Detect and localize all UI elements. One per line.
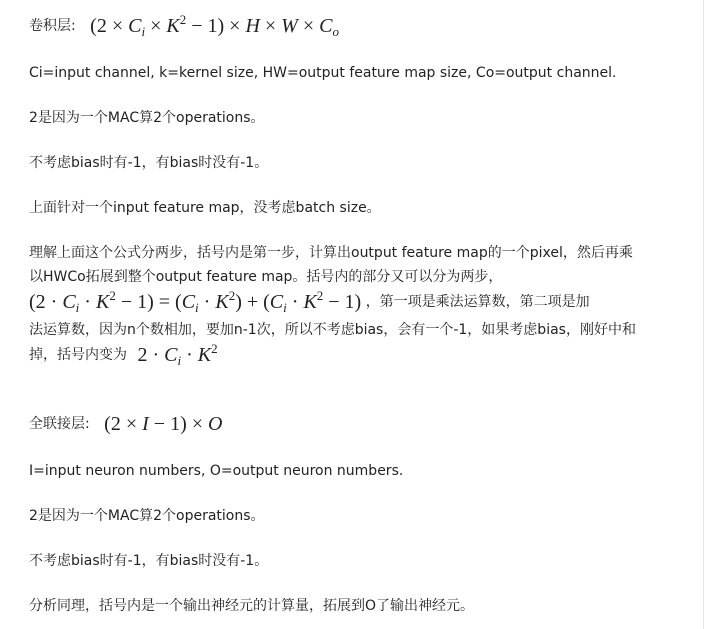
conv-formula: $(2 \times C_i \times K^2 - 1) \times H \times W \times C_o$ [90, 12, 339, 39]
explain-line-5 [29, 343, 218, 367]
fc-note-mac: 2是因为一个MAC算2个operations。 [29, 508, 265, 524]
conv-note-bias: 不考虑bias时有-1，有bias时没有-1。 [29, 155, 269, 171]
conv-note-batch: 上面针对一个input feature map，没考虑batch size。 [29, 200, 381, 216]
fc-formula: (2 × I − 1) × O [104, 413, 223, 435]
explain-result-formula: $2 \cdot C_i \cdot K^2$ [137, 341, 218, 368]
fc-label: 全联接层: [29, 416, 90, 432]
explain-line-3-text: ，第一项是乘法运算数，第二项是加 [365, 294, 590, 310]
conv-label: 卷积层: [29, 18, 76, 34]
explain-line-3 [29, 290, 590, 314]
fc-vars: I=input neuron numbers, O=output neuron numbers. [29, 463, 404, 479]
explain-line-5-text: 掉，括号内变为 [29, 347, 127, 363]
explain-line-2: 以HWCo拓展到整个output feature map。括号内的部分又可以分为两步， [29, 269, 503, 285]
explain-line-4: 法运算数，因为n个数相加，要加n-1次，所以不考虑bias，会有一个-1，如果考虑bias，刚好中和 [29, 322, 636, 338]
conv-vars: Ci=input channel, k=kernel size, HW=output feature map size, Co=output channel. [29, 65, 617, 81]
conv-note-mac: 2是因为一个MAC算2个operations。 [29, 110, 265, 126]
explain-formula: $(2 \cdot C_i \cdot K^2 - 1) = (C_i \cdot K^2) + (C_i \cdot K^2 - 1)$ [29, 288, 362, 315]
explain-line-1: 理解上面这个公式分两步，括号内是第一步，计算出output feature map的一个pixel，然后再乘 [29, 245, 633, 261]
fc-note-bias: 不考虑bias时有-1，有bias时没有-1。 [29, 553, 269, 569]
fc-note-analysis: 分析同理，括号内是一个输出神经元的计算量，拓展到O了输出神经元。 [29, 598, 475, 614]
fc-heading [29, 412, 222, 436]
conv-heading [29, 14, 339, 38]
